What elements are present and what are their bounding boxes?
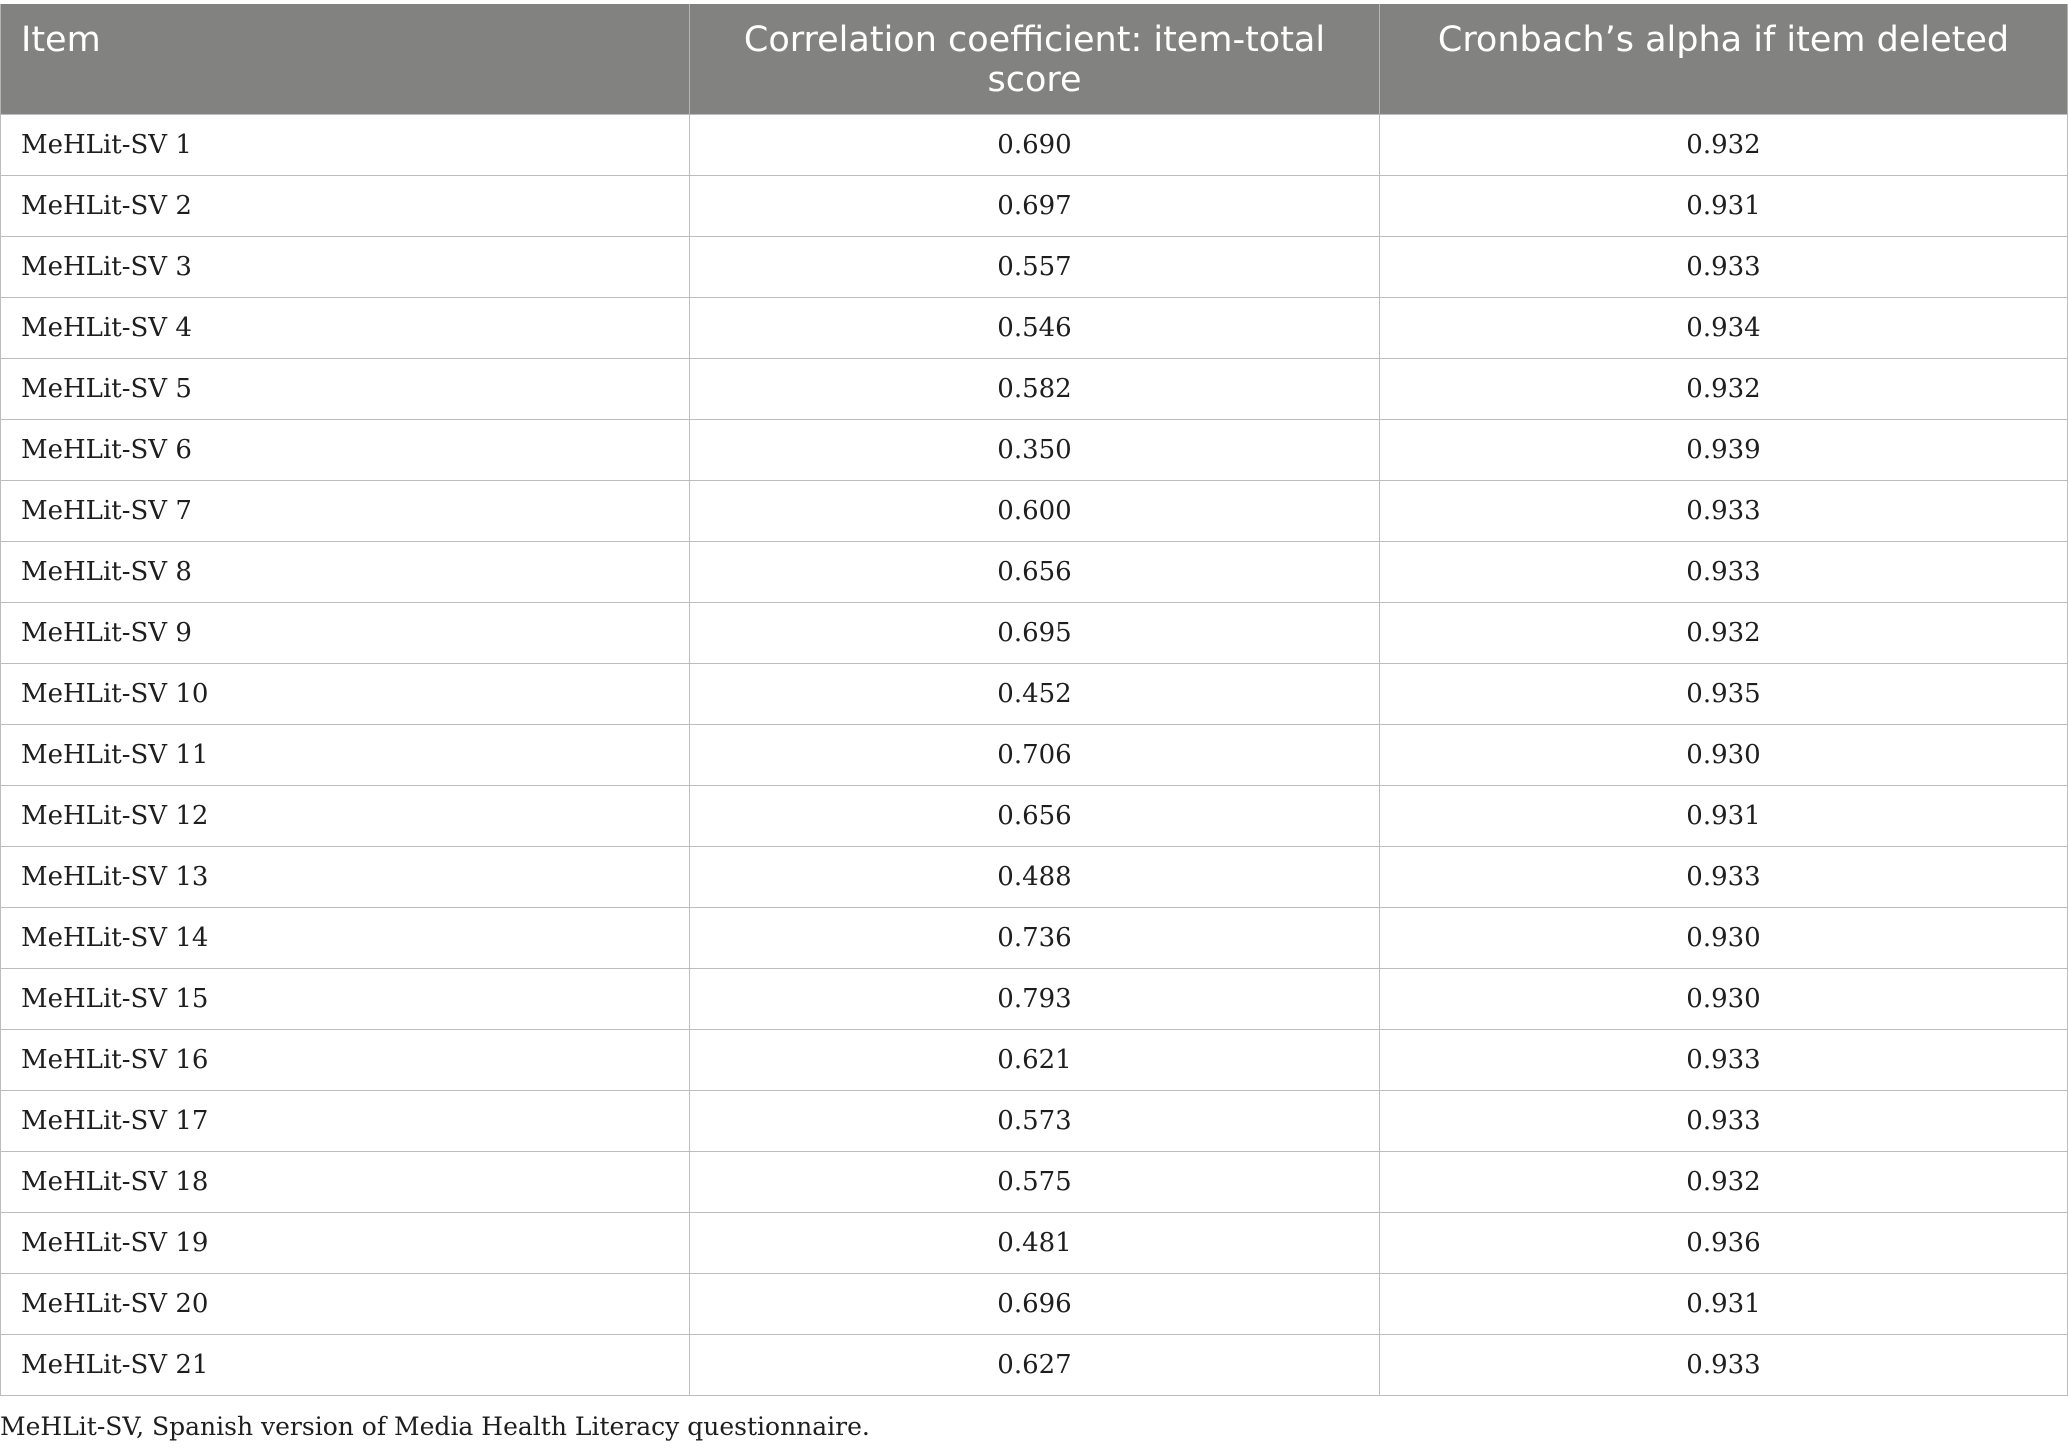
cell-cronbach-alpha: 0.930 — [1380, 907, 2068, 968]
cell-correlation: 0.582 — [690, 358, 1380, 419]
cell-item: MeHLit-SV 5 — [1, 358, 690, 419]
cell-item: MeHLit-SV 16 — [1, 1029, 690, 1090]
cell-item: MeHLit-SV 2 — [1, 175, 690, 236]
cell-correlation: 0.575 — [690, 1151, 1380, 1212]
cell-correlation: 0.350 — [690, 419, 1380, 480]
cell-cronbach-alpha: 0.931 — [1380, 785, 2068, 846]
cell-correlation: 0.573 — [690, 1090, 1380, 1151]
cell-item: MeHLit-SV 14 — [1, 907, 690, 968]
table-row — [1, 419, 2068, 480]
table-row — [1, 114, 2068, 175]
cell-cronbach-alpha: 0.933 — [1380, 846, 2068, 907]
cell-cronbach-alpha: 0.932 — [1380, 1151, 2068, 1212]
cell-correlation: 0.690 — [690, 114, 1380, 175]
table-header — [1, 4, 2068, 114]
cell-cronbach-alpha: 0.933 — [1380, 1029, 2068, 1090]
cell-item: MeHLit-SV 9 — [1, 602, 690, 663]
cell-cronbach-alpha: 0.934 — [1380, 297, 2068, 358]
table-row — [1, 846, 2068, 907]
cell-item: MeHLit-SV 17 — [1, 1090, 690, 1151]
cell-correlation: 0.697 — [690, 175, 1380, 236]
cell-cronbach-alpha: 0.931 — [1380, 175, 2068, 236]
cell-item: MeHLit-SV 19 — [1, 1212, 690, 1273]
table-row — [1, 358, 2068, 419]
table-row — [1, 1334, 2068, 1395]
cell-correlation: 0.481 — [690, 1212, 1380, 1273]
cell-correlation: 0.600 — [690, 480, 1380, 541]
cell-correlation: 0.546 — [690, 297, 1380, 358]
data-table-container — [0, 4, 2068, 1396]
cell-correlation: 0.627 — [690, 1334, 1380, 1395]
table-row — [1, 541, 2068, 602]
cell-item: MeHLit-SV 11 — [1, 724, 690, 785]
cell-cronbach-alpha: 0.936 — [1380, 1212, 2068, 1273]
header-cronbach-alpha: Cronbach’s alpha if item deleted — [1380, 4, 2068, 114]
cell-cronbach-alpha: 0.933 — [1380, 541, 2068, 602]
cell-cronbach-alpha: 0.932 — [1380, 114, 2068, 175]
cell-correlation: 0.793 — [690, 968, 1380, 1029]
table-row — [1, 297, 2068, 358]
cell-cronbach-alpha: 0.933 — [1380, 236, 2068, 297]
table-row — [1, 968, 2068, 1029]
table-row — [1, 1212, 2068, 1273]
cell-cronbach-alpha: 0.933 — [1380, 1090, 2068, 1151]
cell-cronbach-alpha: 0.931 — [1380, 1273, 2068, 1334]
table-row — [1, 1090, 2068, 1151]
item-statistics-table — [0, 4, 2068, 1396]
cell-correlation: 0.696 — [690, 1273, 1380, 1334]
table-row — [1, 175, 2068, 236]
table-row — [1, 907, 2068, 968]
header-item: Item — [1, 4, 690, 114]
cell-cronbach-alpha: 0.932 — [1380, 358, 2068, 419]
cell-cronbach-alpha: 0.930 — [1380, 968, 2068, 1029]
cell-item: MeHLit-SV 8 — [1, 541, 690, 602]
cell-cronbach-alpha: 0.933 — [1380, 480, 2068, 541]
cell-correlation: 0.452 — [690, 663, 1380, 724]
cell-correlation: 0.656 — [690, 541, 1380, 602]
table-row — [1, 602, 2068, 663]
cell-correlation: 0.695 — [690, 602, 1380, 663]
cell-item: MeHLit-SV 1 — [1, 114, 690, 175]
table-row — [1, 1151, 2068, 1212]
cell-item: MeHLit-SV 20 — [1, 1273, 690, 1334]
table-row — [1, 1273, 2068, 1334]
cell-item: MeHLit-SV 12 — [1, 785, 690, 846]
cell-correlation: 0.488 — [690, 846, 1380, 907]
cell-correlation: 0.621 — [690, 1029, 1380, 1090]
table-row — [1, 785, 2068, 846]
table-row — [1, 724, 2068, 785]
cell-cronbach-alpha: 0.930 — [1380, 724, 2068, 785]
table-footnote: MeHLit-SV, Spanish version of Media Health Literacy questionnaire. — [0, 1412, 870, 1441]
cell-correlation: 0.656 — [690, 785, 1380, 846]
cell-cronbach-alpha: 0.935 — [1380, 663, 2068, 724]
cell-cronbach-alpha: 0.933 — [1380, 1334, 2068, 1395]
cell-item: MeHLit-SV 3 — [1, 236, 690, 297]
cell-item: MeHLit-SV 13 — [1, 846, 690, 907]
header-correlation: Correlation coefficient: item-total score — [690, 4, 1380, 114]
cell-item: MeHLit-SV 18 — [1, 1151, 690, 1212]
cell-item: MeHLit-SV 7 — [1, 480, 690, 541]
cell-item: MeHLit-SV 15 — [1, 968, 690, 1029]
table-row — [1, 663, 2068, 724]
table-row — [1, 1029, 2068, 1090]
table-row — [1, 480, 2068, 541]
cell-correlation: 0.706 — [690, 724, 1380, 785]
header-row — [1, 4, 2068, 114]
cell-item: MeHLit-SV 21 — [1, 1334, 690, 1395]
cell-cronbach-alpha: 0.932 — [1380, 602, 2068, 663]
cell-cronbach-alpha: 0.939 — [1380, 419, 2068, 480]
cell-correlation: 0.557 — [690, 236, 1380, 297]
cell-item: MeHLit-SV 6 — [1, 419, 690, 480]
cell-item: MeHLit-SV 10 — [1, 663, 690, 724]
table-row — [1, 236, 2068, 297]
cell-correlation: 0.736 — [690, 907, 1380, 968]
table-body — [1, 114, 2068, 1395]
cell-item: MeHLit-SV 4 — [1, 297, 690, 358]
